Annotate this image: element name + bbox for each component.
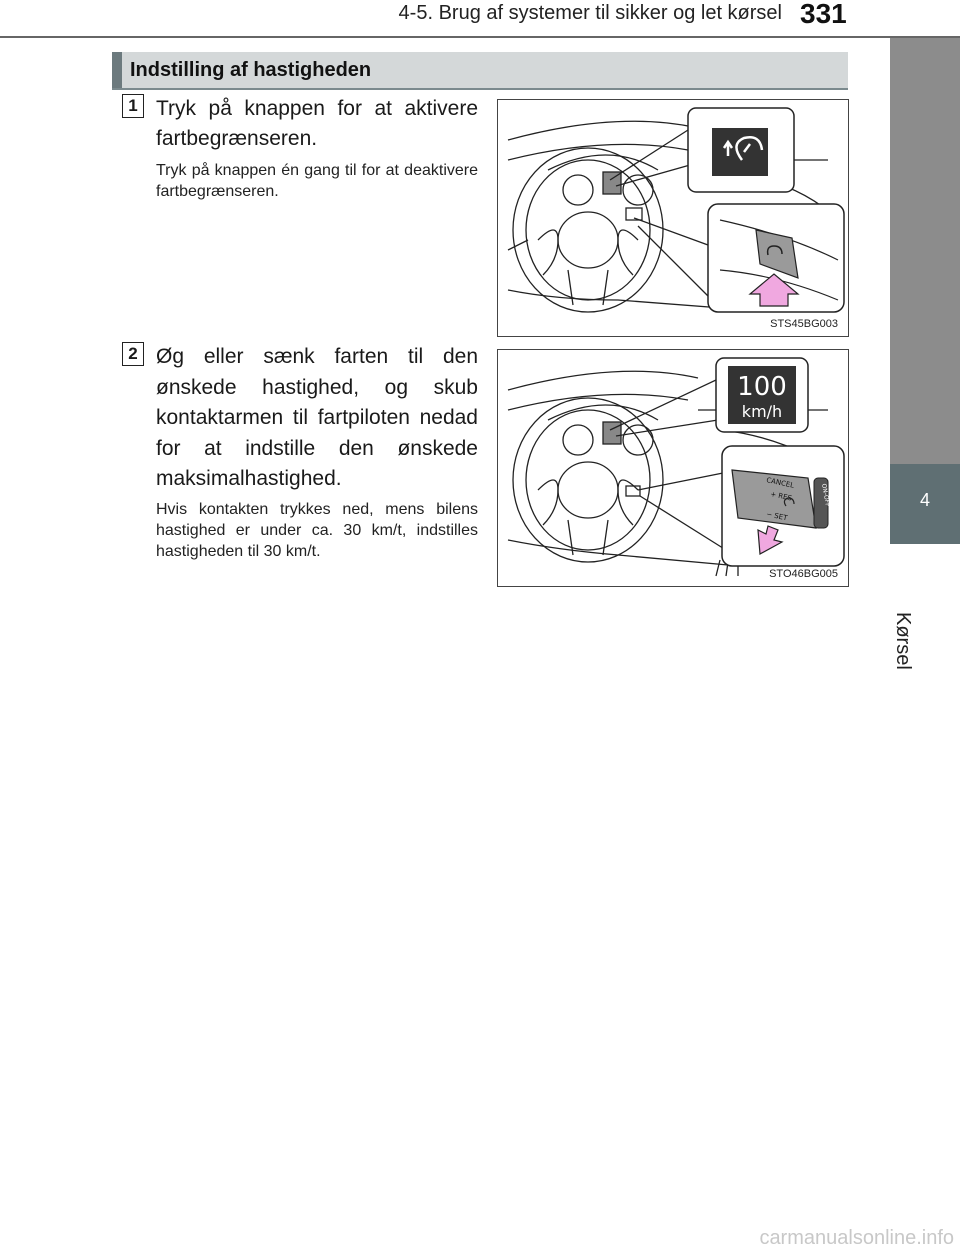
side-tab-background <box>890 38 960 464</box>
chapter-tab[interactable] <box>890 464 960 544</box>
figure-2-code: STO46BG005 <box>769 568 838 580</box>
lever-set-label: − SET <box>765 510 789 523</box>
figure-1-code: STS45BG003 <box>770 318 838 330</box>
page-number: 331 <box>800 0 847 29</box>
figure-2-illustration <box>498 350 849 587</box>
lever-res-label: + RES <box>769 490 793 503</box>
chapter-label-wrap <box>892 560 942 670</box>
chapter-label: Kørsel <box>892 612 914 670</box>
lever-onoff-label: ON-OFF <box>820 483 831 508</box>
display-speed: 100 <box>737 372 787 402</box>
lever-cancel-label: CANCEL <box>765 476 795 490</box>
chapter-number: 4 <box>919 490 930 510</box>
step-2-badge: 2 <box>122 342 144 366</box>
step-1-badge: 1 <box>122 94 144 118</box>
step-2-text: Øg eller sænk farten til den ønskede hastighed, og skub kontaktarmen til fartpiloten nedad for at indstille den ønskede maksimalhastighed. <box>156 345 478 490</box>
display-unit: km/h <box>741 402 783 421</box>
step-1-text: Tryk på knappen for at aktivere fartbegrænseren. <box>156 97 478 150</box>
header-rule <box>0 36 960 38</box>
watermark: carmanualsonline.info <box>759 1227 954 1249</box>
section-bar-accent <box>112 52 122 88</box>
figure-1-illustration <box>498 100 849 337</box>
section-title: Indstilling af hastigheden <box>130 59 372 81</box>
figure-2 <box>497 349 849 587</box>
section-heading-bar <box>112 52 848 90</box>
running-header: 4-5. Brug af systemer til sikker og let kørsel <box>398 2 782 24</box>
figure-1 <box>497 99 849 337</box>
step-1-note: Tryk på knappen én gang til for at deaktivere fartbegrænseren. <box>156 162 478 200</box>
step-2-note: Hvis kontakten trykkes ned, mens bilens hastighed er under ca. 30 km/t, indstilles hastigheden til 30 km/t. <box>156 501 478 560</box>
